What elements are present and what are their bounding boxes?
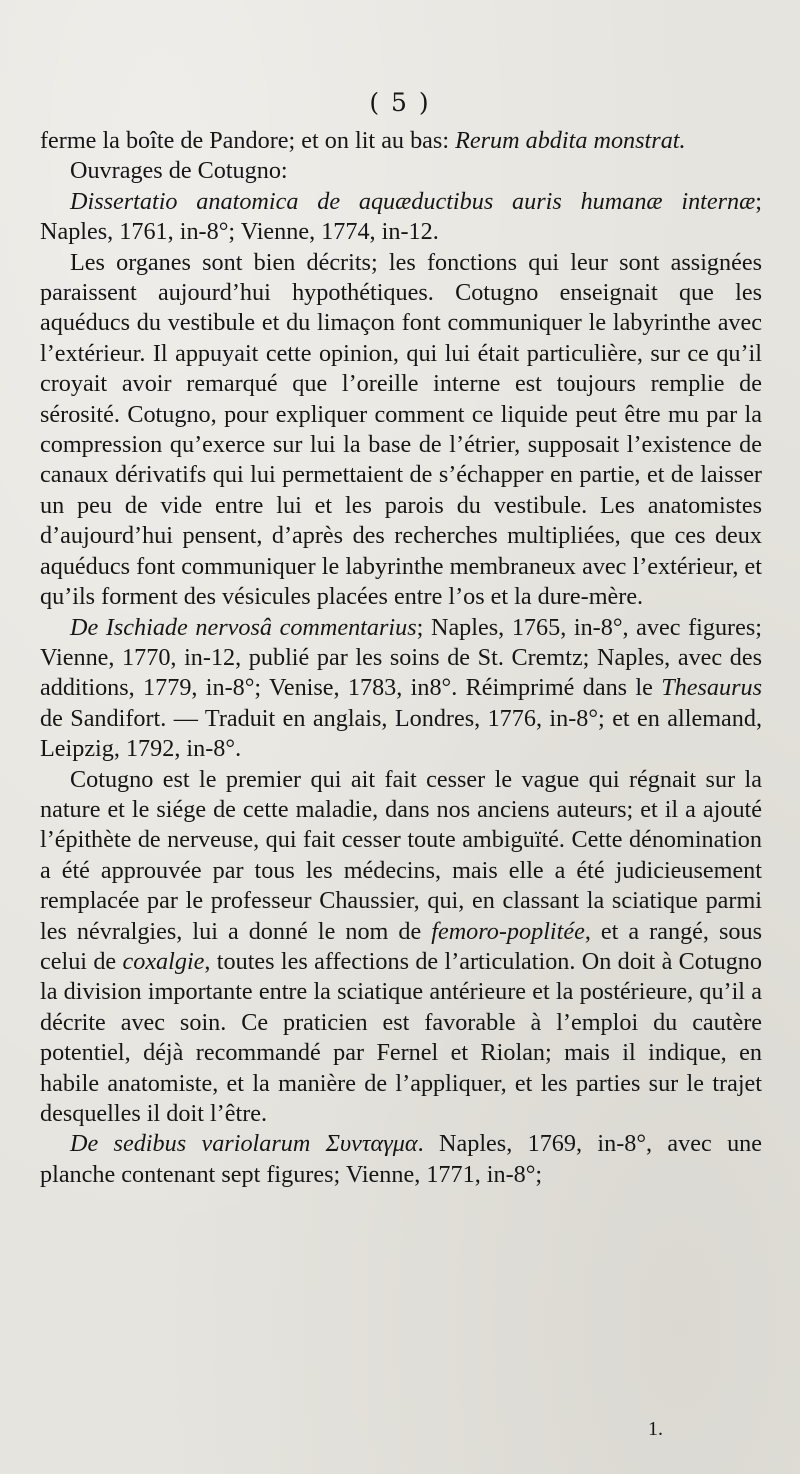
italic-text: De sedibus variolarum Συνταγμα [70,1130,418,1158]
text-run: , toutes les affections de l’articulation. On doit à Cotugno la division importante entre la sciatique antérieure et la postérieure, qu’il a décrite avec soin. Ce praticien est favorable à l’emploi du cautère potentiel, déjà recommandé par Fernel et Riolan; mais il indique, en habile anatomiste, et la manière de l’appliquer, et les parties sur le trajet desquelles il doit l’être. [40,947,762,1127]
text-run: , et a rangé, sous celui de [40,917,762,975]
body-text [40,126,762,1190]
italic-text: coxalgie [122,947,205,975]
text-run: de Sandifort. — Traduit en anglais, Londres, 1776, in-8°; et en allemand, Leipzig, 1792, in-8°. [40,704,762,763]
text-run: ; Naples, 1765, in-8°, avec figures; Vienne, 1770, in-12, publié par les soins de St. Cremtz; Naples, avec des additions, 1779, in-8°; Venise, 1783, in8°. Réimprimé dans le [40,613,762,702]
signature-mark: 1. [648,1418,663,1440]
text-run: ferme la boîte de Pandore; et on lit au bas: [40,127,456,154]
text-run: Ouvrages de Cotugno: [70,157,288,185]
paragraph-works-heading [40,156,762,186]
text-run: . Naples, 1769, in-8°, avec une planche contenant sept figures; Vienne, 1771, in-8°; [40,1130,762,1188]
paragraph-continuation [40,126,762,156]
paragraph-work-variolarum [40,1129,762,1190]
paragraph-work-dissertatio [40,187,762,248]
italic-text: femoro-poplitée [431,917,585,945]
text-run: ; Naples, 1761, in-8°; Vienne, 1774, in-12. [40,187,762,246]
paragraph-commentary-organes [40,248,762,613]
text-run: Cotugno est le premier qui ait fait cesser le vague qui régnait sur la nature et le siége de cette maladie, dans nos anciens auteurs; et il a ajouté l’épithète de nerveuse, qui fait cesser toute ambiguïté. Cette dénomination a été approuvée par tous les médecins, mais elle a été judicieusement remplacée par le professeur Chaussier, qui, en classant la sciatique parmi les névralgies, lui a donné le nom de [40,765,762,945]
page-number: ( 5 ) [369,88,431,117]
italic-text: De Ischiade nervosâ commentarius [70,613,417,641]
text-run: Les organes sont bien décrits; les fonctions qui leur sont assignées paraissent aujourd’hui hypothétiques. Cotugno enseignait que les aquéducs du vestibule et du limaçon font communiquer le labyrinthe avec l’extérieur. Il appuyait cette opinion, qui lui était particulière, sur ce qu’il croyait avoir remarqué que l’oreille interne est toujours remplie de sérosité. Cotugno, pour expliquer comment ce liquide peut être mu par la compression qu’exerce sur lui la base de l’étrier, supposait l’existence de canaux dérivatifs qui lui permettaient de s’échapper en partie, et de laisser un peu de vide entre lui et les parois du vestibule. Les anatomistes d’aujourd’hui pensent, d’après des recherches multipliées, que ces deux aquéducs font communiquer le labyrinthe membraneux avec l’extérieur, et qu’ils forment des vésicules placées entre l’os et la dure-mère. [40,248,762,611]
italic-text: Thesaurus [661,674,762,702]
italic-text: Dissertatio anatomica de aquæductibus auris humanæ internæ [70,187,756,215]
italic-text: Rerum abdita monstrat. [455,127,686,154]
paragraph-commentary-sciatique [40,765,762,1130]
paragraph-work-ischiade [40,613,762,765]
